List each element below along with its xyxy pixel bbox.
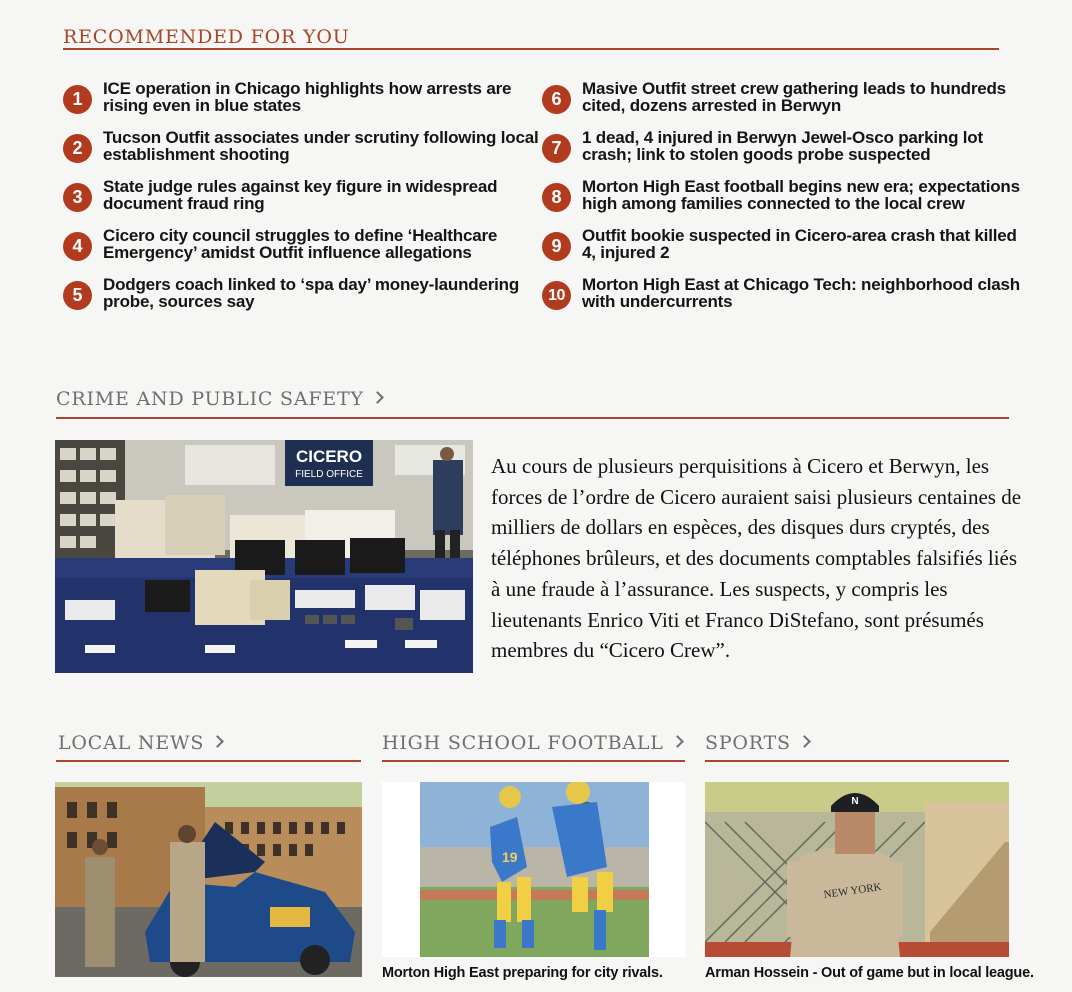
sign-line1: CICERO bbox=[295, 447, 363, 466]
recommended-item[interactable] bbox=[542, 227, 1022, 261]
recommended-title: RECOMMENDED FOR YOU bbox=[63, 26, 350, 48]
recommended-headline[interactable]: Outfit bookie suspected in Cicero-area crash that killed 4, injured 2 bbox=[582, 226, 1017, 262]
recommended-item[interactable] bbox=[63, 129, 543, 163]
local-news-image[interactable] bbox=[55, 782, 362, 977]
sports-rule bbox=[705, 760, 1009, 762]
recommended-headline[interactable]: Dodgers coach linked to ‘spa day’ money-laundering probe, sources say bbox=[103, 275, 520, 311]
recommended-headline[interactable]: ICE operation in Chicago highlights how arrests are rising even in blue states bbox=[103, 79, 512, 115]
recommended-headline[interactable]: State judge rules against key figure in widespread document fraud ring bbox=[103, 177, 498, 213]
local-news-section-link[interactable] bbox=[58, 732, 222, 754]
recommended-headline[interactable]: Cicero city council struggles to define ‘Healthcare Emergency’ amidst Outfit influence allegations bbox=[103, 226, 498, 262]
recommended-item[interactable] bbox=[63, 80, 543, 114]
recommended-rule bbox=[63, 48, 999, 50]
recommended-headline[interactable]: Masive Outfit street crew gathering leads to hundreds cited, dozens arrested in Berwyn bbox=[582, 79, 1006, 115]
sports-title: SPORTS bbox=[705, 732, 791, 754]
rank-badge: 10 bbox=[542, 281, 571, 310]
sports-section-link[interactable] bbox=[705, 732, 809, 754]
crime-section-title: CRIME AND PUBLIC SAFETY bbox=[56, 388, 364, 410]
sports-caption[interactable]: Arman Hossein - Out of game but in local league. bbox=[705, 965, 1034, 981]
jersey-number: 19 bbox=[502, 849, 518, 865]
recommended-headline[interactable]: Morton High East at Chicago Tech: neighborhood clash with undercurrents bbox=[582, 275, 1020, 311]
crime-section-link[interactable] bbox=[56, 388, 382, 410]
recommended-item[interactable] bbox=[542, 276, 1022, 310]
recommended-item[interactable] bbox=[63, 178, 543, 212]
recommended-headline[interactable]: Tucson Outfit associates under scrutiny following local establishment shooting bbox=[103, 128, 539, 164]
shirt-text: NEW YORK bbox=[822, 881, 883, 902]
crime-hero-image[interactable] bbox=[55, 440, 473, 673]
football-image[interactable] bbox=[382, 782, 685, 957]
football-rule bbox=[382, 760, 685, 762]
recommended-headline[interactable]: Morton High East football begins new era; expectations high among families connected to the local crew bbox=[582, 177, 1020, 213]
recommended-item[interactable] bbox=[542, 80, 1022, 114]
rank-badge: 1 bbox=[63, 85, 92, 114]
rank-badge: 5 bbox=[63, 281, 92, 310]
recommended-item[interactable] bbox=[63, 227, 543, 261]
rank-badge: 4 bbox=[63, 232, 92, 261]
chevron-right-icon bbox=[671, 735, 684, 748]
rank-badge: 9 bbox=[542, 232, 571, 261]
football-caption[interactable]: Morton High East preparing for city rivals. bbox=[382, 965, 663, 981]
cap-logo: N bbox=[851, 796, 859, 807]
local-news-title: LOCAL NEWS bbox=[58, 732, 205, 754]
rank-badge: 7 bbox=[542, 134, 571, 163]
chevron-right-icon bbox=[211, 735, 224, 748]
rank-badge: 2 bbox=[63, 134, 92, 163]
chevron-right-icon bbox=[798, 735, 811, 748]
sign-line2: FIELD OFFICE bbox=[295, 469, 363, 480]
local-news-rule bbox=[56, 760, 361, 762]
sports-image[interactable] bbox=[705, 782, 1009, 957]
recommended-item[interactable] bbox=[542, 129, 1022, 163]
recommended-headline[interactable]: 1 dead, 4 injured in Berwyn Jewel-Osco parking lot crash; link to stolen goods probe suspected bbox=[582, 128, 983, 164]
recommended-item[interactable] bbox=[542, 178, 1022, 212]
football-section-link[interactable] bbox=[382, 732, 682, 754]
rank-badge: 8 bbox=[542, 183, 571, 212]
recommended-item[interactable] bbox=[63, 276, 543, 310]
rank-badge: 3 bbox=[63, 183, 92, 212]
crime-rule bbox=[56, 417, 1009, 419]
football-title: HIGH SCHOOL FOOTBALL bbox=[382, 732, 664, 754]
crime-article-text[interactable]: Au cours de plusieurs perquisitions à Cicero et Berwyn, les forces de l’ordre de Cicero auraient saisi plusieurs centaines de milliers de dollars en espèces, des disques durs cryptés, des téléphones brûleurs, et des documents comptables falsifiés liés à une fraude à l’assurance. Les suspects, y compris les lieutenants Enrico Viti et Franco DiStefano, sont présumés membres du “Cicero Crew”. bbox=[491, 454, 1022, 663]
rank-badge: 6 bbox=[542, 85, 571, 114]
chevron-right-icon bbox=[371, 391, 384, 404]
